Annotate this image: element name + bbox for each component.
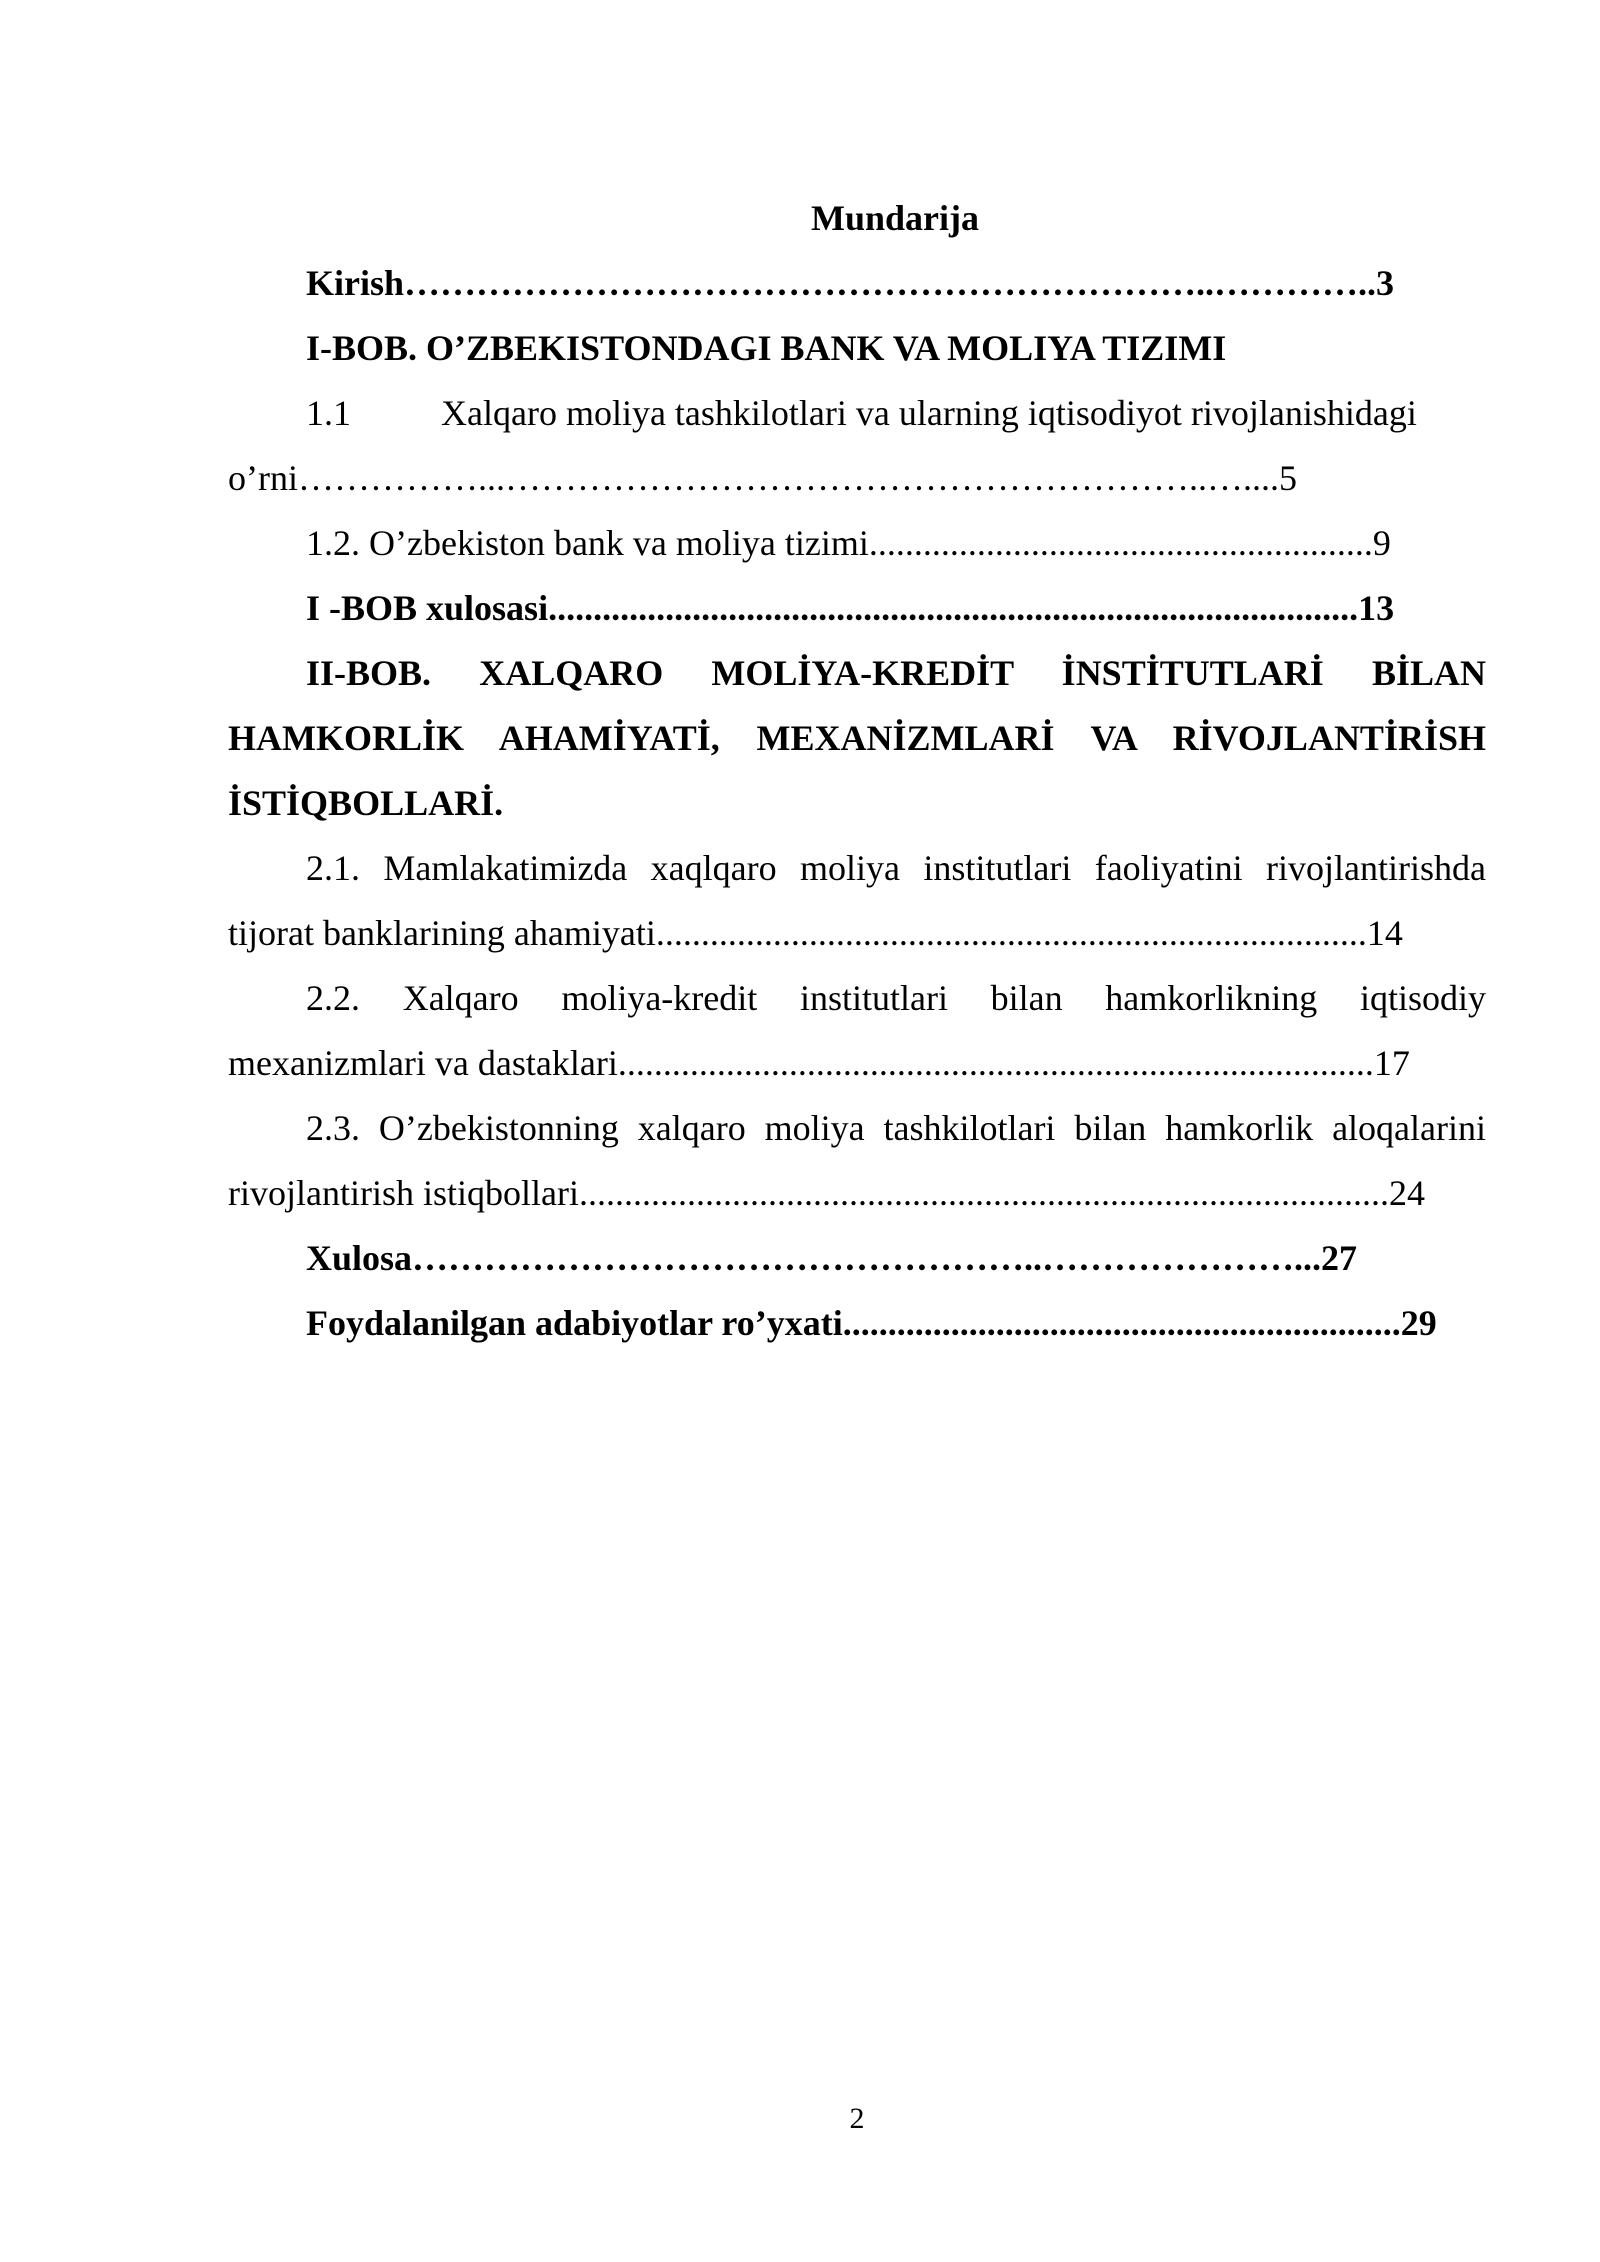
toc-entry-1-1-number: 1.1: [306, 393, 351, 433]
toc-chapter1-heading: I-BOB. O’ZBEKISTONDAGI BANK VA MOLIYA TIZIMI: [306, 328, 1227, 368]
toc-entry-xulosa: Xulosa……………………………………………..…………………...27: [306, 1238, 1358, 1278]
toc-chapter2-heading-line2: HAMKORLİK AHAMİYATİ, MEXANİZMLARİ VA RİVOJLANTİRİSH: [228, 718, 1486, 758]
page-number: 2: [849, 2102, 865, 2135]
toc-entry-2-1-line1: 2.1. Mamlakatimizda xaqlqaro moliya institutlari faoliyatini rivojlantirishda: [306, 848, 1486, 888]
toc-entry-1-2: 1.2. O’zbekiston bank va moliya tizimi........................................................9: [306, 523, 1391, 563]
toc-chapter2-heading-line3: İSTİQBOLLARİ.: [228, 783, 504, 823]
toc-entry-2-2-line1: 2.2. Xalqaro moliya-kredit institutlari bilan hamkorlikning iqtisodiy: [306, 978, 1486, 1018]
toc-entry-2-3-line1: 2.3. O’zbekistonning xalqaro moliya tashkilotlari bilan hamkorlik aloqalarini: [306, 1108, 1486, 1148]
toc-title: Mundarija: [810, 198, 979, 238]
toc-entry-1-1-title: Xalqaro moliya tashkilotlari va ularning iqtisodiyot rivojlanishidagi: [441, 393, 1417, 433]
toc-chapter2-heading-line1: II-BOB. XALQARO MOLİYA-KREDİT İNSTİTUTLARİ BİLAN: [306, 653, 1486, 693]
toc-entry-2-3-line2: rivojlantirish istiqbollari..........................................................................................24: [228, 1173, 1425, 1213]
toc-entry-references: Foydalanilgan adabiyotlar ro’yxati..............................................................29: [306, 1303, 1437, 1343]
toc-chapter1-conclusion: I -BOB xulosasi..........................................................................................13: [306, 588, 1395, 628]
toc-entry-kirish: Kirish…………………………………………………………..…………..3: [306, 263, 1395, 303]
toc-entry-2-1-line2: tijorat banklarining ahamiyati...............................................................................14: [228, 913, 1403, 953]
toc-entry-1-1-line1: [228, 389, 1486, 437]
toc-entry-2-2-line2: mexanizmlari va dastaklari....................................................................................17: [228, 1043, 1410, 1083]
toc-entry-1-1-line2: o’rni……………...…………………………………………………..…....5: [228, 458, 1297, 498]
